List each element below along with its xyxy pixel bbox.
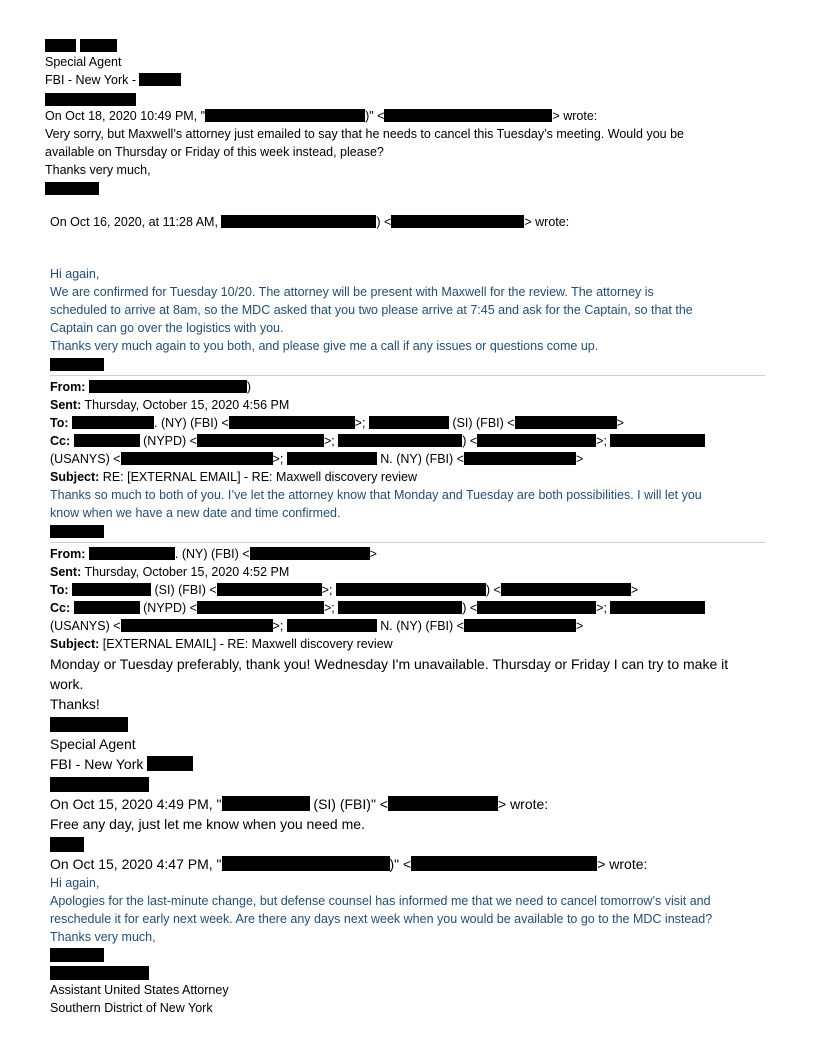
redaction (45, 39, 76, 52)
redaction (391, 215, 524, 228)
redaction (121, 619, 273, 632)
redaction (45, 182, 99, 195)
header-sent: Sent: Thursday, October 15, 2020 4:56 PM (50, 398, 290, 412)
signature-title: Special Agent (45, 55, 122, 69)
message-body-line: know when we have a new date and time confirmed. (50, 506, 341, 520)
message-signoff: Thanks very much, (50, 930, 156, 944)
redaction (80, 39, 117, 52)
header-cc-continued: (USANYS) < >; N. (NY) (FBI) < > (50, 452, 584, 466)
redaction (222, 796, 310, 811)
message-body-line: Thanks so much to both of you. I’ve let the attorney know that Monday and Tuesday are both possibilities. I will let you (50, 488, 702, 502)
redaction (369, 416, 449, 429)
redaction (139, 73, 181, 86)
header-cc-continued: (USANYS) < >; N. (NY) (FBI) < > (50, 619, 584, 633)
header-from: From: ) (50, 380, 252, 394)
redaction (384, 109, 552, 122)
message-body-line: scheduled to arrive at 8am, so the MDC asked that you two please arrive at 7:45 and ask for the Captain, so that the (50, 303, 693, 317)
quote-attribution: On Oct 18, 2020 10:49 PM, " )" < > wrote: (45, 109, 598, 123)
redaction (74, 434, 140, 447)
redaction (89, 380, 247, 393)
redaction (464, 619, 576, 632)
divider (50, 542, 765, 543)
redaction (287, 452, 377, 465)
header-from: From: . (NY) (FBI) < > (50, 547, 377, 561)
redaction (221, 215, 376, 228)
quote-attribution: On Oct 16, 2020, at 11:28 AM, ) < > wrote: (50, 215, 570, 229)
redaction (477, 434, 596, 447)
message-signoff: Thanks very much, (45, 163, 151, 177)
redaction (50, 525, 104, 538)
redaction (74, 601, 140, 614)
message-greeting: Hi again, (50, 876, 100, 890)
signature-office: FBI - New York (50, 755, 193, 774)
signature-title: Assistant United States Attorney (50, 983, 229, 997)
header-subject: Subject: [EXTERNAL EMAIL] - RE: Maxwell discovery review (50, 637, 393, 651)
redaction (515, 416, 617, 429)
message-signoff: Thanks! (50, 696, 100, 712)
redaction (229, 416, 355, 429)
redaction (388, 796, 498, 811)
message-body-line: Free any day, just let me know when you need me. (50, 816, 365, 832)
message-body-line: available on Thursday or Friday of this week instead, please? (45, 145, 384, 159)
redaction (217, 583, 322, 596)
redaction (45, 93, 136, 106)
redaction (89, 547, 175, 560)
signature-title: Special Agent (50, 736, 136, 752)
redaction (50, 358, 104, 371)
redaction (250, 547, 370, 560)
redaction (287, 619, 377, 632)
redaction (50, 948, 104, 962)
header-subject: Subject: RE: [EXTERNAL EMAIL] - RE: Maxwell discovery review (50, 470, 417, 484)
redaction (338, 601, 462, 614)
header-cc: Cc: (NYPD) < >; ) < >; (50, 432, 705, 450)
signature-office: Southern District of New York (50, 1001, 213, 1015)
divider (50, 375, 765, 376)
redaction (336, 583, 486, 596)
redaction (147, 756, 193, 771)
message-body-line: We are confirmed for Tuesday 10/20. The attorney will be present with Maxwell for the review. The attorney is (50, 285, 654, 299)
quote-attribution: On Oct 15, 2020 4:47 PM, " )" < > wrote: (50, 856, 648, 872)
redaction (121, 452, 273, 465)
redaction (222, 856, 390, 871)
message-greeting: Hi again, (50, 267, 100, 281)
redaction (72, 583, 151, 596)
redaction (464, 452, 576, 465)
redaction (50, 717, 128, 732)
header-to: To: (SI) (FBI) < >; ) < > (50, 583, 639, 597)
redaction (50, 966, 149, 980)
signature-office: FBI - New York - (45, 71, 181, 89)
message-body-line: work. (50, 676, 84, 692)
message-body-line: Monday or Tuesday preferably, thank you! Wednesday I'm unavailable. Thursday or Friday I can try to make it (50, 656, 729, 672)
message-body-line: Thanks very much again to you both, and please give me a call if any issues or questions come up. (50, 339, 599, 353)
redaction (610, 434, 705, 447)
redaction (197, 434, 324, 447)
header-cc: Cc: (NYPD) < >; ) < >; (50, 599, 705, 617)
quote-attribution: On Oct 15, 2020 4:49 PM, " (SI) (FBI)" < > wrote: (50, 796, 549, 812)
redaction (197, 601, 324, 614)
header-to: To: . (NY) (FBI) < >; (SI) (FBI) < > (50, 416, 624, 430)
redaction (50, 837, 84, 852)
redaction (50, 777, 149, 792)
redaction (610, 601, 705, 614)
message-body-line: Captain can go over the logistics with you. (50, 321, 284, 335)
message-body-line: Apologies for the last-minute change, but defense counsel has informed me that we need to cancel tomorrow’s visit and (50, 894, 711, 908)
redaction (501, 583, 631, 596)
redaction (411, 856, 597, 871)
message-body-line: reschedule it for early next week. Are there any days next week when you would be available to go to the MDC instead? (50, 912, 713, 926)
redaction (72, 416, 154, 429)
header-sent: Sent: Thursday, October 15, 2020 4:52 PM (50, 565, 290, 579)
redaction (477, 601, 596, 614)
redaction (205, 109, 365, 122)
message-body-line: Very sorry, but Maxwell’s attorney just emailed to say that he needs to cancel this Tuesday’s meeting. Would you be (45, 127, 684, 141)
redaction (338, 434, 462, 447)
